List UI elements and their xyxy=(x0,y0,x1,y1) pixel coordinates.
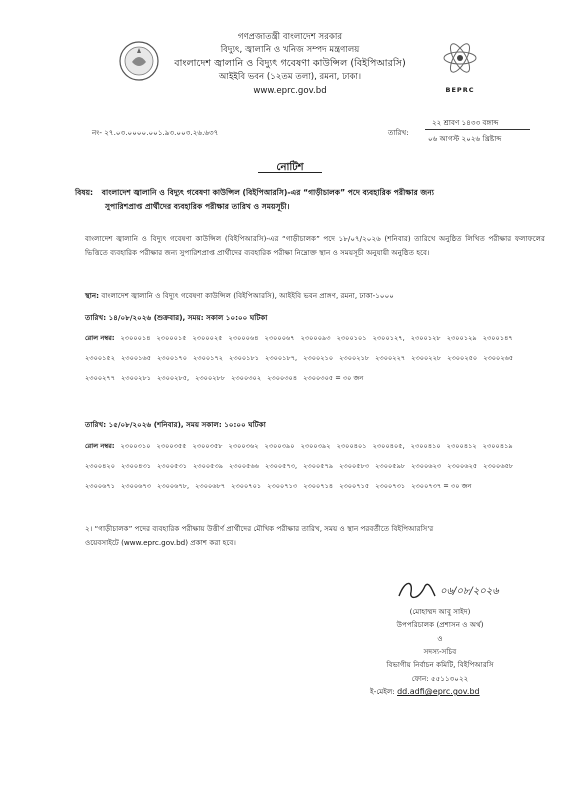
session2-rolls xyxy=(85,436,545,496)
venue-text: বাংলাদেশ জ্বালানি ও বিদ্যুৎ গবেষণা কাউন্সিল (বিইপিআরসি), আইইবি ভবন প্রাঙ্গণ, রমনা, ঢাকা-১০০০ xyxy=(101,291,394,300)
header-organization: বাংলাদেশ জ্বালানি ও বিদ্যুৎ গবেষণা কাউন্সিল (বিইপিআরসি) xyxy=(174,58,406,69)
roll-number: ২৩০০৪২০ xyxy=(85,462,116,470)
beprc-logo-text: BEPRC xyxy=(445,86,475,94)
roll-number: ২৩০০২১৮ xyxy=(339,354,370,362)
roll-number: ২৩০০১২৮ xyxy=(410,334,441,342)
session2-heading: তারিখ: ১৫/০৮/২০২৬ (শনিবার), সময় সকাল: ১০:০০ ঘটিকা xyxy=(85,420,266,429)
roll-number: ২৩০০৭১৫ xyxy=(339,482,370,490)
beprc-logo xyxy=(436,38,484,86)
roll-number: ২৩০০১৮৭, xyxy=(265,354,298,362)
roll-number: ২৩০০২১০ xyxy=(303,354,334,362)
roll-number: ২৩০০২৬৫ xyxy=(483,354,514,362)
roll-number: ২৩০০১৪৭ xyxy=(482,334,513,342)
roll-number: ২৩০০৬৭৮, xyxy=(157,482,190,490)
roll-label: রোল নম্বর: xyxy=(85,334,115,342)
roll-number: ২৩০০০৬৭ xyxy=(264,334,295,342)
roll-number: ২৩০০১৭০ xyxy=(157,354,188,362)
subject xyxy=(75,186,545,214)
roll-number: ২৩০০৪১২ xyxy=(446,442,477,450)
roll-number: ২৩০০৭০১ xyxy=(231,482,262,490)
roll-number: ২৩০০৩১০ xyxy=(120,442,151,450)
roll-number: ২৩০০৩৬২ xyxy=(228,442,259,450)
signatory-and: ও xyxy=(437,634,443,643)
signatory-role: সদস্য-সচিব xyxy=(423,647,457,656)
roll-number: ২৩০০০৬৪ xyxy=(228,334,259,342)
followup-line1: ২। “গাড়ীচালক” পদের ব্যবহারিক পরীক্ষায় উত্তীর্ণ প্রার্থীদের মৌখিক পরীক্ষার তারিখ, সময় ও স্থান পরবর্তীতে বিইপিআরসি'র xyxy=(85,524,434,533)
roll-number: ২৩০০৫৩১ xyxy=(157,462,188,470)
signatory-name: (মোহাম্মদ আবু সাইদ) xyxy=(409,607,471,616)
roll-number: ২৩০০৩০৫ = ৩০ জন xyxy=(303,374,364,382)
roll-number: ২৩০০৬৭১ xyxy=(85,482,116,490)
roll-number: ২৩০০৫৭৩, xyxy=(265,462,298,470)
followup-line2: ওয়েবসাইটে (www.eprc.gov.bd) প্রকাশ করা হবে। xyxy=(85,538,236,547)
roll-label: রোল নম্বর: xyxy=(85,442,115,450)
date-bangla: ২২ শ্রাবণ ১৪৩৩ বঙ্গাব্দ xyxy=(432,118,499,127)
roll-number: ২৩০০১৭২ xyxy=(193,354,224,362)
signatory-phone xyxy=(340,673,540,685)
roll-number: ২৩০০০৯৩ xyxy=(300,334,331,342)
roll-number: ২৩০০১৬৫ xyxy=(121,354,151,362)
roll-number: ২৩০০৬৭৩ xyxy=(121,482,152,490)
roll-number: ২৩০০৩৯০ xyxy=(264,442,295,450)
subject-label: বিষয়: xyxy=(75,188,94,197)
roll-number: ২৩০০৬২৫ xyxy=(447,462,478,470)
roll-number: ২৩০০১৫২ xyxy=(85,354,115,362)
roll-number: ২৩০০২৮১ xyxy=(121,374,152,382)
signature-date: ০৬/০৮/২০২৬ xyxy=(440,586,499,597)
roll-number: ২৩০০৫৩৯ xyxy=(193,462,224,470)
roll-number: ২৩০০৩০২ xyxy=(231,374,262,382)
roll-number: ২৩০০২২৭ xyxy=(375,354,406,362)
roll-number: ২৩০০২২৮ xyxy=(411,354,442,362)
roll-number: ২৩০০৫৮৩ xyxy=(339,462,370,470)
roll-number: ২৩০০৬৮৭ xyxy=(195,482,226,490)
intro-paragraph: বাংলাদেশ জ্বালানি ও বিদ্যুৎ গবেষণা কাউন্সিল (বিইপিআরসি)-এর “গাড়ীচালক” পদে ১৮/০৭/২০২৬ (শনিবার) তারিখে অনুষ্ঠিত লিখিত পরীক্ষার ফলাফলের ভিত্তিতে ব্যবহারিক পরীক্ষার জন্য সুপারিশপ্রাপ্ত প্রার্থীদের ব্যবহারিক পরীক্ষা নিম্নোক্ত স্থান ও সময়সূচী অনুযায়ী অনুষ্ঠিত হবে। xyxy=(85,234,545,257)
roll-number: ২৩০০২৮৫, xyxy=(157,374,190,382)
phone-label: ফোন: xyxy=(411,674,429,683)
roll-number: ২৩০০৪১৯ xyxy=(482,442,513,450)
roll-number: ২৩০০৭৩৭ = ৩০ জন xyxy=(411,482,472,490)
roll-number: ২৩০০৩৯২ xyxy=(300,442,331,450)
session1-roll-list xyxy=(85,328,545,388)
venue-line xyxy=(85,290,545,302)
roll-number: ২৩০০৫৭৯ xyxy=(303,462,334,470)
roll-number: ২৩০০৪৩১ xyxy=(121,462,152,470)
subject-line2: সুপারিশপ্রাপ্ত প্রার্থীদের ব্যবহারিক পরীক্ষার তারিখ ও সময়সূচী। xyxy=(105,202,290,211)
signatory-designation: উপপরিচালক (প্রশাসন ও অর্থ) xyxy=(396,620,484,629)
email-link[interactable]: dd.adfi@eprc.gov.bd xyxy=(397,687,480,696)
notice-title: নোটিশ xyxy=(276,162,304,173)
roll-number: ২৩০০৭৩১ xyxy=(375,482,406,490)
roll-number: ২৩০০০২৫ xyxy=(192,334,223,342)
roll-number: ২৩০০৭১৩ xyxy=(267,482,298,490)
memo-number: নং- ২৭.০৩.০০০০.০০১.৯৩.০০৩.২৬.৬৩৭ xyxy=(92,128,219,137)
session1-heading: তারিখ: ১৪/০৮/২০২৬ (শুক্রবার), সময়: সকাল ১০:০০ ঘটিকা xyxy=(85,313,268,322)
roll-number: ২৩০০০১৫ xyxy=(156,334,187,342)
roll-number: ২৩০০৫৯৮ xyxy=(375,462,406,470)
roll-number: ২৩০০৭১৪ xyxy=(303,482,334,490)
header-website: www.eprc.gov.bd xyxy=(253,86,327,96)
roll-number: ২৩০০২৭৭ xyxy=(85,374,116,382)
header-address: আইইবি ভবন (১২তম তলা), রমনা, ঢাকা। xyxy=(218,72,362,82)
roll-number: ২৩০০৩৫৮ xyxy=(192,442,223,450)
date-english: ০৬ আগস্ট ২০২৬ খ্রিষ্টাব্দ xyxy=(428,134,502,143)
email-label: ই-মেইল: xyxy=(370,687,395,696)
roll-number: ২৩০০৪০৫, xyxy=(372,442,405,450)
roll-number: ২৩০০৫৬৬ xyxy=(229,462,260,470)
roll-number: ২৩০০৬২৩ xyxy=(411,462,442,470)
roll-number: ২৩০০০১৪ xyxy=(120,334,151,342)
roll-number: ২৩০০৬৫৮ xyxy=(483,462,514,470)
roll-number: ২৩০০১০১ xyxy=(336,334,367,342)
session2-roll-list xyxy=(85,436,545,496)
roll-number: ২৩০০৪০১ xyxy=(336,442,367,450)
roll-number: ২৩০০৪১০ xyxy=(410,442,441,450)
header-ministry: বিদ্যুৎ, জ্বালানি ও খনিজ সম্পদ মন্ত্রণালয় xyxy=(220,45,360,55)
roll-number: ২৩০০২৫০ xyxy=(447,354,478,362)
roll-number: ২৩০০৩০৪ xyxy=(267,374,298,382)
subject-line1: বাংলাদেশ জ্বালানি ও বিদ্যুৎ গবেষণা কাউন্সিল (বিইপিআরসি)-এর “গাড়ীচালক” পদে ব্যবহারিক পরীক্ষার জন্য xyxy=(101,188,434,197)
session1-rolls xyxy=(85,328,545,388)
roll-number: ২৩০০২৮৮ xyxy=(195,374,226,382)
date-divider xyxy=(425,129,530,130)
date-label: তারিখ: xyxy=(388,128,409,137)
signatory-email xyxy=(370,687,480,699)
header-government: গণপ্রজাতন্ত্রী বাংলাদেশ সরকার xyxy=(237,32,343,42)
roll-number: ২৩০০১২৭, xyxy=(372,334,405,342)
venue-label: স্থান: xyxy=(85,291,100,300)
signatory-committee: বিভাগীয় নির্বাচন কমিটি, বিইপিআরসি xyxy=(386,660,494,669)
roll-number: ২৩০০১২৯ xyxy=(446,334,477,342)
roll-number: ২৩০০৩৫৫ xyxy=(156,442,187,450)
phone-number: ৫৫১১৩০২২ xyxy=(430,674,469,683)
notice-title-underline xyxy=(258,172,322,173)
roll-number: ২৩০০১৮১ xyxy=(229,354,260,362)
